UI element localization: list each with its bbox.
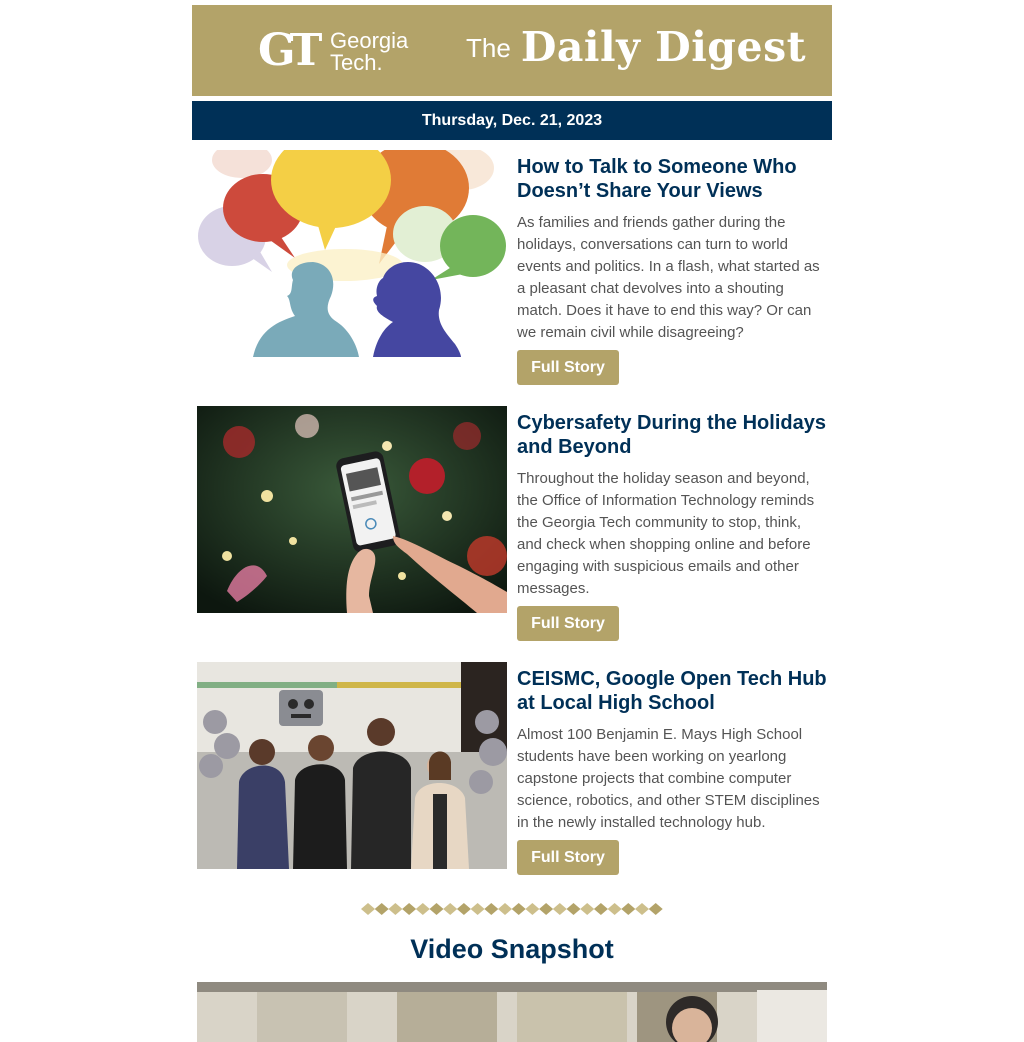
divider-diamond — [512, 903, 526, 915]
divider-diamond — [484, 903, 498, 915]
logo-line-1: Georgia — [330, 28, 409, 53]
video-section-title: Video Snapshot — [410, 934, 614, 964]
full-story-button[interactable]: Full Story — [517, 350, 619, 385]
divider-diamond — [594, 903, 608, 915]
story-title[interactable]: Cybersafety During the Holidays and Beyond — [517, 412, 826, 458]
divider-diamond — [430, 903, 444, 915]
full-story-button[interactable]: Full Story — [517, 606, 619, 641]
divider-diamond — [635, 903, 649, 915]
title-name: Daily Digest — [520, 23, 807, 71]
story-image-tech-hub-group[interactable] — [197, 662, 507, 869]
logo-line-2: Tech. — [330, 50, 383, 75]
divider-diamond — [388, 903, 402, 915]
video-thumbnail[interactable] — [197, 982, 827, 1042]
diamond-divider — [361, 901, 663, 917]
divider-diamond — [539, 903, 553, 915]
logo-wordmark — [330, 30, 408, 74]
story-image-speech-bubbles[interactable] — [197, 150, 507, 357]
full-story-button[interactable]: Full Story — [517, 840, 619, 875]
gt-monogram: GT — [258, 25, 317, 76]
georgia-tech-logo[interactable] — [258, 27, 418, 77]
masthead — [192, 5, 832, 96]
divider-diamond — [361, 903, 375, 915]
divider-diamond — [443, 903, 457, 915]
divider-diamond — [416, 903, 430, 915]
divider-diamond — [621, 903, 635, 915]
divider-diamond — [525, 903, 539, 915]
story-title[interactable]: CEISMC, Google Open Tech Hub at Local High School — [517, 668, 827, 714]
story-title[interactable]: How to Talk to Someone Who Doesn’t Share Your Views — [517, 156, 797, 202]
story-summary: Throughout the holiday season and beyond, the Office of Information Technology reminds the Georgia Tech community to stop, think, and check when shopping online and before engaging with suspicious emails and other messages. — [517, 470, 815, 597]
title-article: The — [466, 33, 511, 63]
divider-diamond — [402, 903, 416, 915]
divider-diamond — [567, 903, 581, 915]
divider-diamond — [457, 903, 471, 915]
divider-diamond — [580, 903, 594, 915]
divider-diamond — [649, 903, 663, 915]
issue-date: Thursday, Dec. 21, 2023 — [192, 101, 832, 140]
divider-diamond — [471, 903, 485, 915]
divider-diamond — [553, 903, 567, 915]
divider-diamond — [498, 903, 512, 915]
divider-diamond — [608, 903, 622, 915]
story-summary: As families and friends gather during the holidays, conversations can turn to world events and politics. In a flash, what started as a pleasant chat devolves into a shouting match. Does it have to end this way? Or can we remain civil while disagreeing? — [517, 214, 820, 341]
story-summary: Almost 100 Benjamin E. Mays High School students have been working on yearlong capstone projects that combine computer science, robotics, and other STEM disciplines in the newly installed technology hub. — [517, 726, 820, 831]
divider-diamond — [375, 903, 389, 915]
story-image-phone-christmas-tree[interactable] — [197, 406, 507, 613]
newsletter-title — [466, 23, 806, 71]
